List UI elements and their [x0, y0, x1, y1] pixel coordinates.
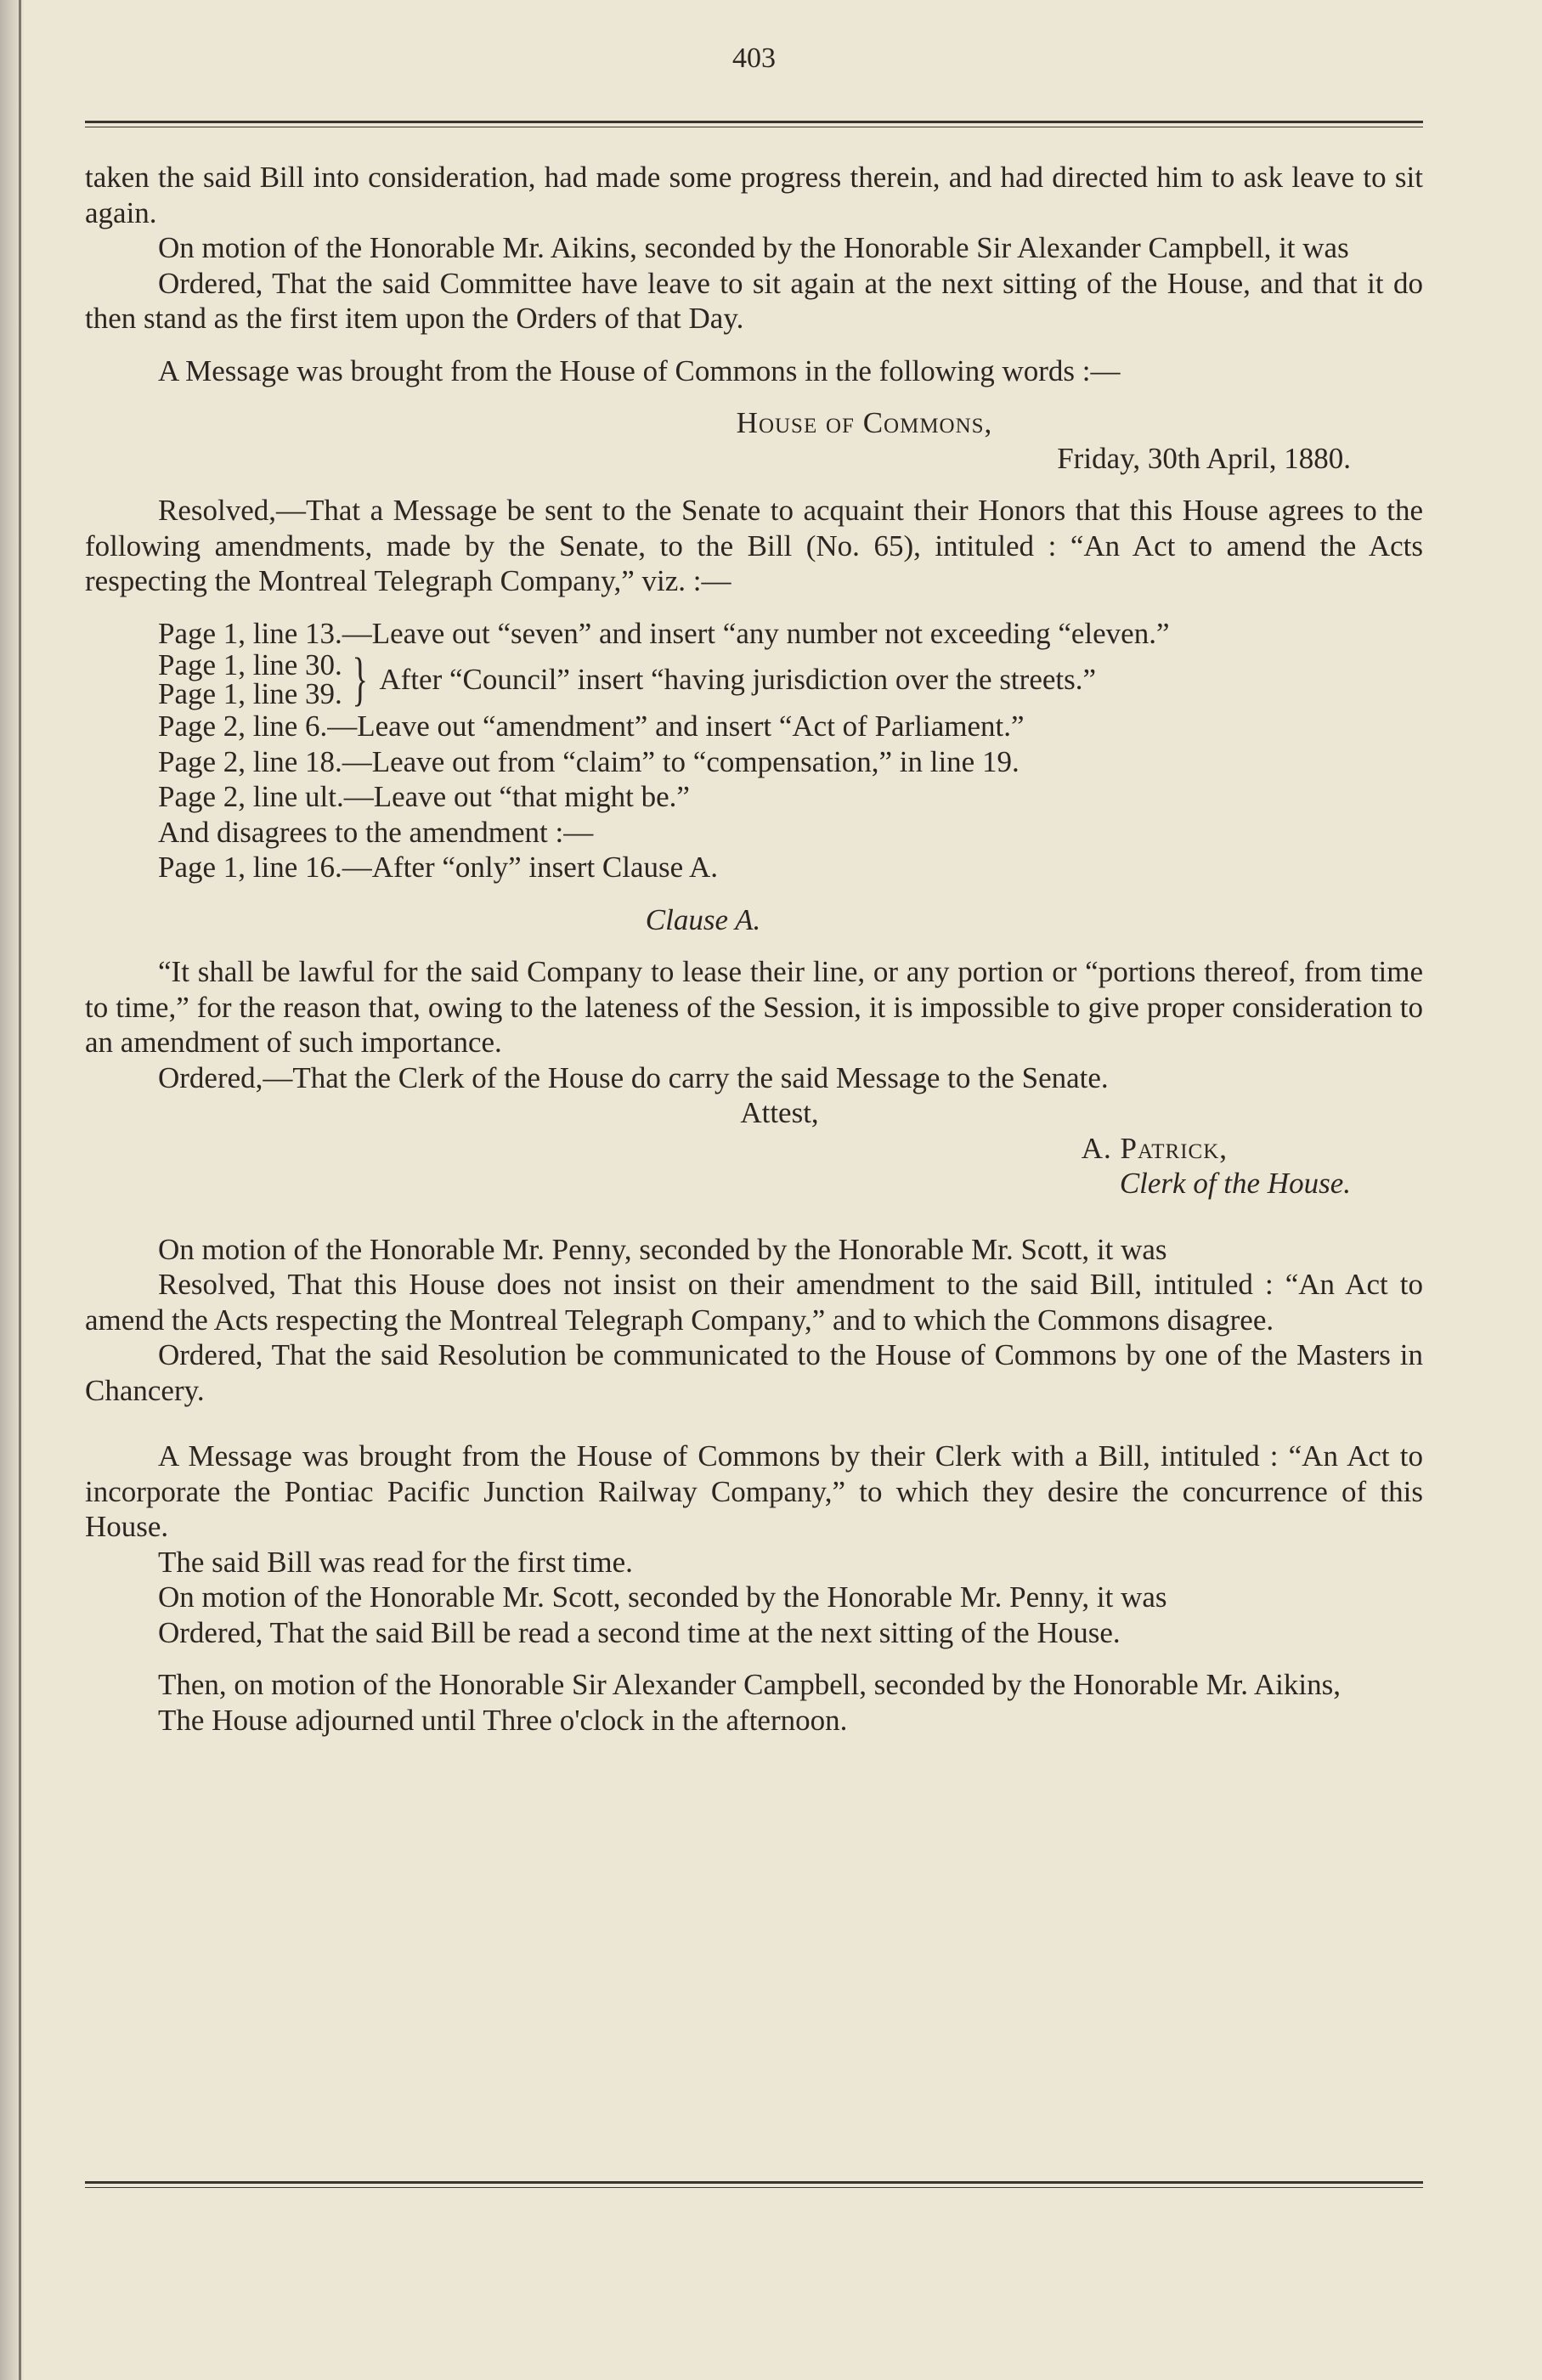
ordered-carry-message: Ordered,—That the Clerk of the House do carry the said Message to the Senate.: [158, 1060, 1109, 1094]
house-of-commons-heading: House of Commons,: [736, 406, 993, 439]
paragraph-first-reading: The said Bill was read for the first time.: [158, 1545, 633, 1579]
amendment-council-text: After “Council” insert “having jurisdiction over the streets.”: [379, 663, 1097, 697]
paragraph-message-intro: A Message was brought from the House of Commons in the following words :—: [158, 353, 1121, 387]
attest-label: Attest,: [740, 1096, 819, 1129]
paragraph-motion-scott: On motion of the Honorable Mr. Scott, seconded by the Honorable Mr. Penny, it was: [158, 1580, 1167, 1614]
amendment-page2-ult: Page 2, line ult.—Leave out “that might be.”: [158, 780, 690, 813]
amendment-page2-line18: Page 2, line 18.—Leave out from “claim” to “compensation,” in line 19.: [158, 744, 1020, 778]
paragraph-committee-progress: taken the said Bill into consideration, had made some progress therein, and had directed him to ask leave to sit again.: [85, 161, 1423, 229]
amendment-line-13: Page 1, line 13.—Leave out “seven” and insert “any number not exceeding “eleven.”: [158, 616, 1170, 650]
amendment-line-30: Page 1, line 30.: [158, 648, 342, 681]
paragraph-ordered-communicated: Ordered, That the said Resolution be communicated to the House of Commons by one of the Masters in Chancery.: [85, 1338, 1423, 1407]
clause-a-text: “It shall be lawful for the said Company to lease their line, or any portion or “portions thereof, from time to time,” for the reason that, owing to the lateness of the Session, it is impossible to give proper consideration to an amendment of such importance.: [85, 955, 1423, 1059]
amendment-lines-30-39: [85, 647, 1423, 712]
amendment-line-39: Page 1, line 39.: [158, 677, 342, 710]
paragraph-resolved-message: Resolved,—That a Message be sent to the Senate to acquaint their Honors that this House agrees to the following amendments, made by the Senate, to the Bill (No. 65), intituled : “An Act to amend the Acts respecting the Montreal Telegraph Company,” viz. :—: [85, 494, 1423, 597]
disagrees-line: And disagrees to the amendment :—: [158, 815, 594, 849]
paragraph-second-reading: Ordered, That the said Bill be read a second time at the next sitting of the House.: [158, 1615, 1121, 1649]
clause-a-heading: Clause A.: [645, 902, 761, 936]
paragraph-motion-aikins: On motion of the Honorable Mr. Aikins, seconded by the Honorable Sir Alexander Campbell, it was: [158, 231, 1349, 264]
amendment-page1-line16: Page 1, line 16.—After “only” insert Clause A.: [158, 851, 719, 884]
amendment-page2-line6: Page 2, line 6.—Leave out “amendment” and insert “Act of Parliament.”: [158, 709, 1025, 743]
paragraph-ordered-sit-again: Ordered, That the said Committee have leave to sit again at the next sitting of the House, and that it do then stand as the first item upon the Orders of that Day.: [85, 266, 1423, 335]
gutter-line: [19, 0, 21, 2380]
page-number: 403: [732, 42, 776, 74]
brace-icon: }: [352, 647, 368, 712]
signer-name: A. Patrick,: [1081, 1131, 1228, 1165]
paragraph-motion-penny: On motion of the Honorable Mr. Penny, seconded by the Honorable Mr. Scott, it was: [158, 1232, 1167, 1266]
paragraph-resolved-not-insist: Resolved, That this House does not insist on their amendment to the said Bill, intituled : “An Act to amend the Acts respecting the Montreal Telegraph Company,” and to which the Commons disagree.: [85, 1268, 1423, 1337]
paragraph-message-pontiac: A Message was brought from the House of Commons by their Clerk with a Bill, intituled : “An Act to incorporate the Pontiac Pacific Junction Railway Company,” to which they desire the concurrence of this House.: [85, 1439, 1423, 1543]
page-body: [85, 160, 1423, 1738]
signer-title: Clerk of the House.: [1119, 1167, 1351, 1200]
message-date: Friday, 30th April, 1880.: [1057, 441, 1351, 475]
top-rule: [85, 121, 1423, 127]
paragraph-adjourned: The House adjourned until Three o'clock in the afternoon.: [158, 1703, 848, 1737]
bottom-rule: [85, 2181, 1423, 2188]
paragraph-motion-campbell: Then, on motion of the Honorable Sir Alexander Campbell, seconded by the Honorable Mr. Aikins,: [158, 1668, 1341, 1701]
